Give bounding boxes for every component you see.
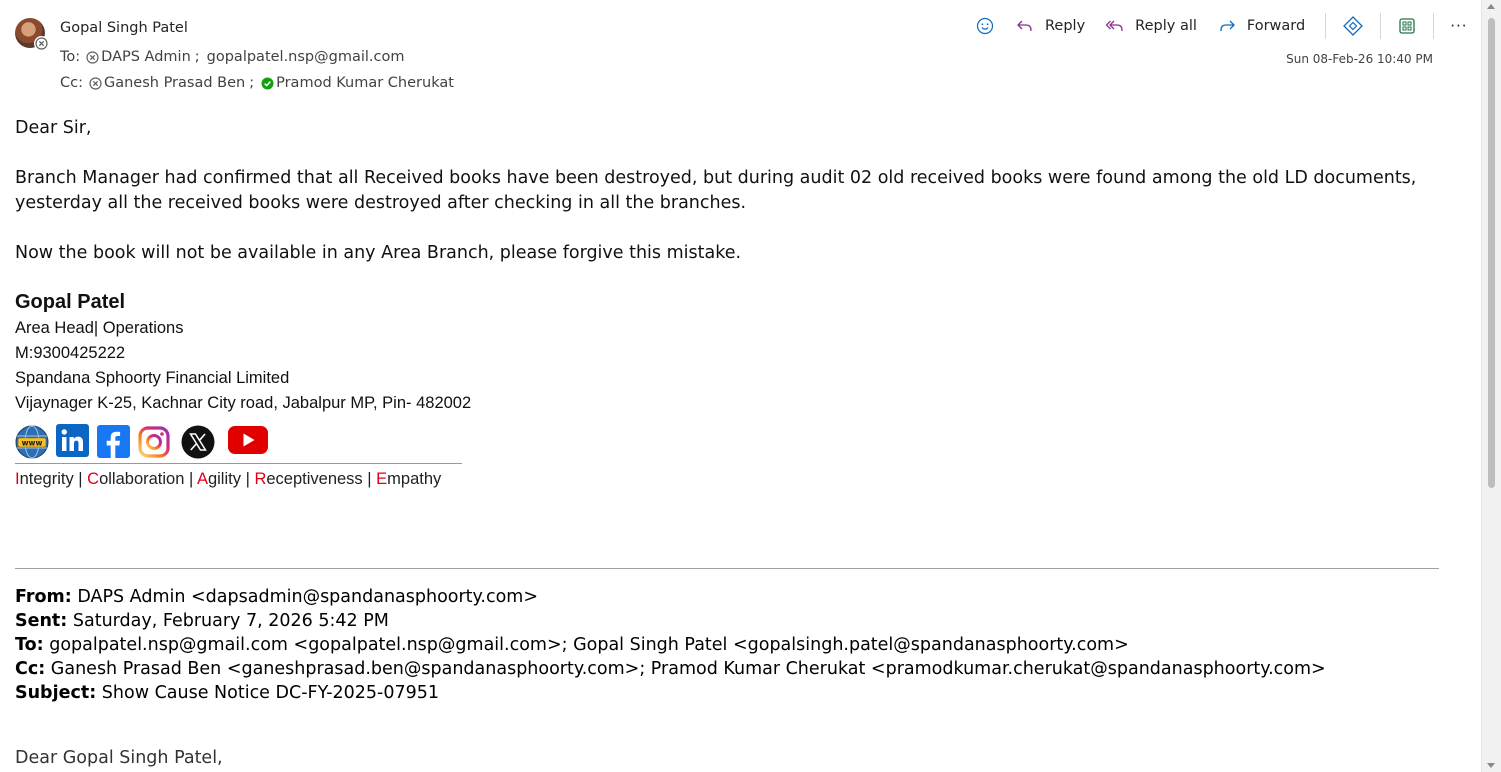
emoji-reaction-button[interactable] xyxy=(975,16,995,36)
toolbar-divider xyxy=(1433,13,1434,39)
reply-all-label: Reply all xyxy=(1135,18,1197,34)
recipient-separator: ; xyxy=(249,75,255,91)
scroll-down-arrow-icon[interactable] xyxy=(1487,763,1495,768)
value-separator: | xyxy=(362,470,377,488)
quoted-greeting: Dear Gopal Singh Patel, xyxy=(15,748,223,768)
forward-label: Forward xyxy=(1246,18,1306,34)
quoted-from-row: From: DAPS Admin <dapsadmin@spandanasphoorty.com> xyxy=(15,587,539,607)
linkedin-icon[interactable] xyxy=(56,424,89,461)
apps-button[interactable] xyxy=(1397,16,1417,36)
scrollbar-thumb[interactable] xyxy=(1488,18,1495,488)
message-toolbar xyxy=(975,14,1468,38)
copilot-button[interactable] xyxy=(1342,15,1364,37)
value-item: Integrity xyxy=(15,470,74,488)
quoted-cc: Ganesh Prasad Ben <ganeshprasad.ben@spandanasphoorty.com>; Pramod Kumar Cherukat <pramodkumar.cherukat@spandanasphoorty.com> xyxy=(50,659,1326,679)
apps-icon xyxy=(1397,16,1417,36)
signature-mobile: M:9300425222 xyxy=(15,344,126,362)
presence-offline-icon xyxy=(34,36,49,51)
to-line xyxy=(60,49,408,65)
toolbar-divider xyxy=(1325,13,1326,39)
instagram-icon[interactable] xyxy=(137,425,171,463)
value-separator: | xyxy=(240,470,255,488)
forward-button[interactable] xyxy=(1217,16,1305,36)
more-actions-button[interactable] xyxy=(1450,17,1467,35)
value-separator: | xyxy=(184,470,197,488)
value-item: Collaboration xyxy=(87,470,185,488)
recipient-separator: ; xyxy=(194,49,200,65)
to-recipient[interactable]: gopalpatel.nsp@gmail.com xyxy=(206,49,405,65)
signature-title: Area Head| Operations xyxy=(15,319,184,337)
quoted-subject-row: Subject: Show Cause Notice DC-FY-2025-07951 xyxy=(15,683,440,703)
smiley-icon xyxy=(975,16,995,36)
reply-all-button[interactable] xyxy=(1105,16,1197,36)
copilot-icon xyxy=(1342,15,1364,37)
value-item: Receptiveness xyxy=(254,470,363,488)
quoted-message-divider xyxy=(15,568,1439,569)
greeting: Dear Sir, xyxy=(15,118,92,138)
quoted-message-header xyxy=(15,585,1326,705)
toolbar-divider xyxy=(1380,13,1381,39)
signature-name: Gopal Patel xyxy=(15,291,126,313)
presence-available-icon xyxy=(261,77,274,90)
reply-icon xyxy=(1015,16,1035,36)
quoted-from: DAPS Admin <dapsadmin@spandanasphoorty.com> xyxy=(77,587,539,607)
company-values xyxy=(15,470,441,489)
received-date: Sun 08-Feb-26 10:40 PM xyxy=(1286,52,1433,66)
body-paragraph: Now the book will not be available in any Area Branch, please forgive this mistake. xyxy=(15,243,742,263)
www-label: www xyxy=(21,438,43,448)
sender-name[interactable]: Gopal Singh Patel xyxy=(60,20,188,36)
signature-address: Vijaynager K-25, Kachnar City road, Jabalpur MP, Pin- 482002 xyxy=(15,394,472,412)
cc-line xyxy=(60,75,458,91)
x-twitter-icon[interactable] xyxy=(181,425,215,463)
reply-label: Reply xyxy=(1045,18,1086,34)
cc-recipient[interactable]: Pramod Kumar Cherukat xyxy=(276,75,454,91)
quoted-subject: Show Cause Notice DC-FY-2025-07951 xyxy=(101,683,440,703)
cc-recipient[interactable]: Ganesh Prasad Ben xyxy=(103,75,246,91)
value-item: Empathy xyxy=(376,470,442,488)
presence-unavailable-icon xyxy=(89,77,102,90)
email-signature xyxy=(15,290,471,416)
signature-divider xyxy=(15,463,462,464)
quoted-sent: Saturday, February 7, 2026 5:42 PM xyxy=(72,611,389,631)
quoted-to: gopalpatel.nsp@gmail.com <gopalpatel.nsp@gmail.com>; Gopal Singh Patel <gopalsingh.patel@spandanasphoorty.com> xyxy=(49,635,1129,655)
quoted-sent-row: Sent: Saturday, February 7, 2026 5:42 PM xyxy=(15,611,389,631)
message-header xyxy=(0,0,1480,110)
to-recipient[interactable]: DAPS Admin xyxy=(101,49,191,65)
body-paragraph: Branch Manager had confirmed that all Received books have been destroyed, but during audit 02 old received books were found among the old LD documents, yesterday all the received books were destroyed after checking in all the branches. xyxy=(15,168,1417,213)
youtube-icon[interactable] xyxy=(227,425,269,459)
value-item: Agility xyxy=(196,470,241,488)
quoted-to-row: To: gopalpatel.nsp@gmail.com <gopalpatel.nsp@gmail.com>; Gopal Singh Patel <gopalsingh.patel@spandanasphoorty.com> xyxy=(15,635,1129,655)
reply-all-icon xyxy=(1105,16,1125,36)
to-label: To: xyxy=(60,49,81,65)
presence-unavailable-icon xyxy=(86,51,99,64)
signature-company: Spandana Sphoorty Financial Limited xyxy=(15,369,290,387)
vertical-scrollbar[interactable] xyxy=(1481,0,1501,772)
facebook-icon[interactable] xyxy=(97,425,130,462)
cc-label: Cc: xyxy=(60,75,83,91)
message-body xyxy=(15,116,1470,291)
forward-icon xyxy=(1217,16,1237,36)
more-icon: ··· xyxy=(1450,17,1468,35)
quoted-cc-row: Cc: Ganesh Prasad Ben <ganeshprasad.ben@spandanasphoorty.com>; Pramod Kumar Cherukat <pramodkumar.cherukat@spandanasphoorty.com> xyxy=(15,659,1326,679)
reply-button[interactable] xyxy=(1015,16,1085,36)
value-separator: | xyxy=(73,470,88,488)
www-globe-icon[interactable] xyxy=(15,425,49,463)
scroll-up-arrow-icon[interactable] xyxy=(1487,4,1495,9)
